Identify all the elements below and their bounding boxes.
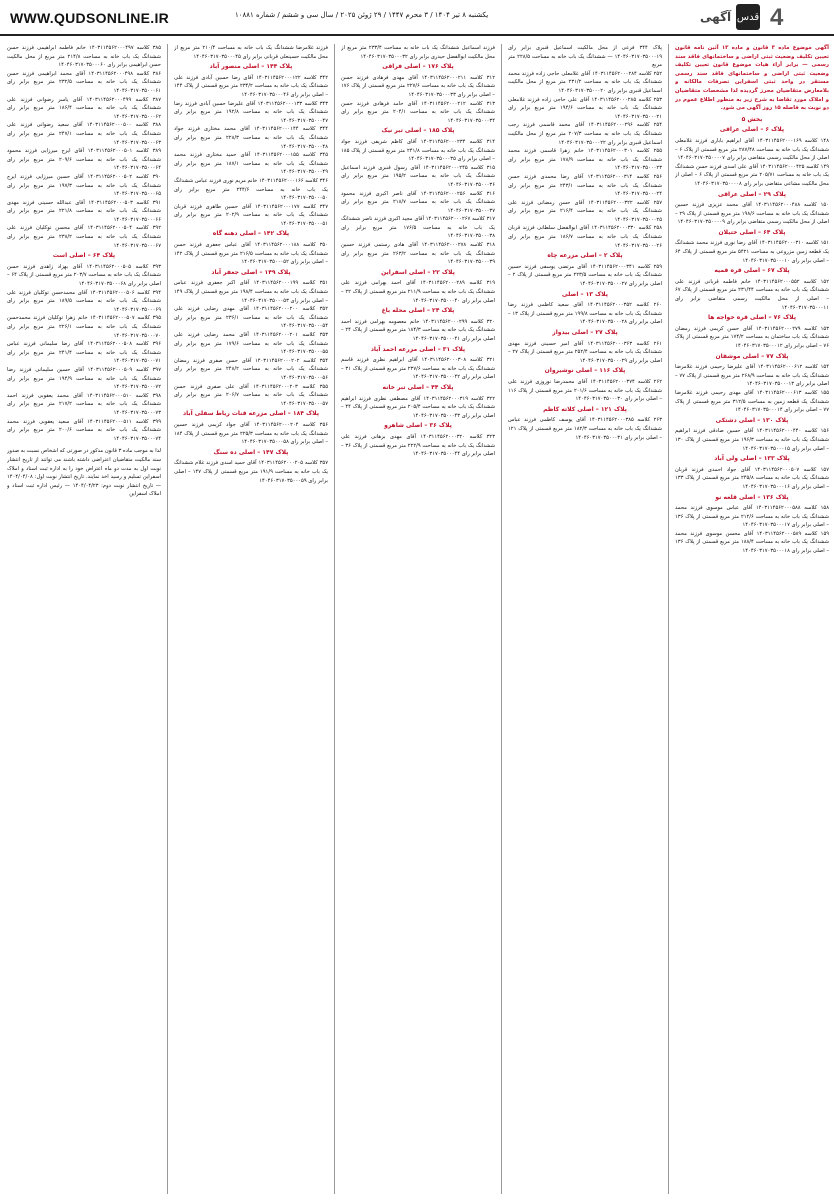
- notice-item: ۳۱۲ کلاسه ۱۴۰۳۱۱۴۵۶۲۰۰۰۲۱۱ آقای مهدی فرهادی فرزند حسن ششدانگ یک باب خانه به مساحت ۲۲۷/۶ متر مربع قسمتی از پلاک ۱۷۶ – اصلی برابر رای ۱۴۰۴۶۰۳۱۷۰۳۵۰۰۰۳۳: [341, 74, 495, 98]
- notice-item: ۲۵۸ کلاسه ۱۴۰۳۱۱۴۵۶۲۰۰۰۳۳۰ آقای ابوالفضل سلطانی فرزند قربان ششدانگ یک باب خانه به مساحت ۱۸۶/۷ متر مربع برابر رای ۱۴۰۴۶۰۳۱۷۰۳۵۰۰۰۲۶: [508, 225, 662, 249]
- plot-heading: پلاک ۱۴۴ – اصلی منصور آباد: [209, 63, 293, 71]
- notice-item: ۳۵۴ کلاسه ۱۴۰۳۱۱۴۵۶۲۰۰۰۲۰۲ آقای حسن صفری فرزند رمضان ششدانگ یک باب خانه به مساحت ۲۴۸/۲ متر مربع برابر رای ۱۴۰۴۶۰۳۱۷۰۳۵۰۰۰۵۶: [174, 357, 328, 381]
- column-3: [341, 44, 495, 1194]
- plot-heading: پلاک ۴۴ – اصلی تبر خانه: [382, 383, 454, 391]
- plot-heading: پلاک ۲۴ – اصلی محله باغ: [381, 307, 455, 315]
- plot-heading: پلاک ۲ – اصلی مزرعه چاه: [547, 252, 623, 260]
- plot-heading: پلاک ۱۴۹ – اصلی جعفر آباد: [211, 268, 291, 276]
- plot-heading: پلاک ۳۶ – اصلی شاهرو: [384, 422, 452, 430]
- notice-item: ۱۵۵ کلاسه ۱۴۰۳۱۱۴۵۶۲۰۰۰۶۱۳ آقای مهدی رحیمی فرزند غلامرضا ششدانگ یک قطعه زمین به مساحت ۳۱۲/۵ متر مربع قسمتی از پلاک ۷۷ – اصلی برابر رای ۱۴۰۴۶۰۳۱۷۰۳۵۰۰۰۱۴: [675, 389, 829, 414]
- notice-item: ۳۹۵ کلاسه ۱۴۰۳۱۱۴۵۶۲۰۰۰۵۰۷ خانم زهرا توکلیان فرزند محمدحسن ششدانگ یک باب خانه به مساحت ۲۲۶/۱ متر مربع برابر رای ۱۴۰۴۶۰۳۱۷۰۳۵۰۰۰۷۰: [7, 315, 161, 339]
- page-number: 4: [770, 4, 784, 31]
- notice-item: ۳۴۵ کلاسه ۱۴۰۳۱۱۴۵۶۲۰۰۰۱۵۵ آقای حمید مختاری فرزند محمد ششدانگ یک باب خانه به مساحت ۱۸۷/۱ متر مربع برابر رای ۱۴۰۴۶۰۳۱۷۰۳۵۰۰۰۴۹: [174, 152, 328, 176]
- notice-closing: لذا به موجب ماده ۳ قانون مذکور در صورتی که اشخاص نسبت به صدور سند مالکیت متقاضیان اعتراضی داشته باشند می توانند از تاریخ انتشار نوبت اول به مدت دو ماه اعتراض خود را به اداره ثبت اسناد و املاک اسفراین تسلیم و رسید اخذ نمایند. تاریخ انتشار نوبت اول: ۱۴۰۴/۰۴/۰۸ — تاریخ انتشار نوبت دوم: ۱۴۰۴/۰۴/۲۳ — رئیس اداره ثبت اسناد و املاک اسفراین: [7, 448, 161, 498]
- column-1: [675, 44, 829, 1194]
- notice-item: ۱۵۸ کلاسه ۱۴۰۳۱۱۴۵۶۲۰۰۰۵۸۸ آقای عباس موسوی فرزند محمد ششدانگ یک باب خانه به مساحت ۲۱۲/۶ متر مربع قسمتی از پلاک ۱۳۶ – اصلی برابر رای ۱۴۰۴۶۰۳۱۷۰۳۵۰۰۰۱۷: [675, 505, 829, 529]
- plot-heading: پلاک ۱۱۶ – اصلی نوشیروان: [544, 367, 626, 375]
- column-divider: [334, 44, 335, 1194]
- plot-heading: پلاک ۱۳۰ – اصلی دشتکی: [715, 416, 789, 424]
- notice-item: ۳۱۵ کلاسه ۱۴۰۳۱۱۴۵۶۲۰۰۰۲۴۵ آقای رسول قنبری فرزند اسماعیل ششدانگ یک باب خانه به مساحت ۱۹۵/۲ متر مربع برابر رای ۱۴۰۴۶۰۳۱۷۰۳۵۰۰۰۳۶: [341, 164, 495, 188]
- page-header: [0, 0, 834, 36]
- plot-heading: پلاک ۱۸۴ – اصلی مزرعه قنات ریاط سفلی آباد: [183, 410, 319, 418]
- notice-item: ۳۹۳ کلاسه ۱۴۰۳۱۱۴۵۶۲۰۰۰۵۰۵ آقای بهزاد زاهدی فرزند حسن ششدانگ یک باب خانه به مساحت ۲۰۳/۷ متر مربع قسمتی از پلاک ۶۴ – اصلی برابر رای ۱۴۰۴۶۰۳۱۷۰۳۵۰۰۰۶۸: [7, 263, 161, 288]
- notice-item: ۱۵۱ کلاسه ۱۴۰۳۱۱۴۵۶۲۰۰۰۳۱۰ آقای رضا نوری فرزند محمد ششدانگ یک قطعه زمین مزروعی به مساحت ۵۴۲۱ متر مربع قسمتی از پلاک ۶۴ – اصلی برابر رای ۱۴۰۴۶۰۳۱۷۰۳۵۰۰۰۱۰: [675, 240, 829, 264]
- notice-item: ۳۲۲ کلاسه ۱۴۰۳۱۱۴۵۶۲۰۰۰۳۱۹ آقای مصطفی نظری فرزند ابراهیم ششدانگ یک باب خانه به مساحت ۲۰۵/۴ متر مربع قسمتی از پلاک ۴۴ – اصلی برابر رای ۱۴۰۴۶۰۳۱۷۰۳۵۰۰۰۴۳: [341, 395, 495, 419]
- notice-item: ۳۹۸ کلاسه ۱۴۰۳۱۱۴۵۶۲۰۰۰۵۱۰ آقای محمد یعقوبی فرزند احمد ششدانگ یک باب خانه به مساحت ۲۱۷/۲ متر مربع برابر رای ۱۴۰۴۶۰۳۱۷۰۳۵۰۰۰۷۳: [7, 392, 161, 416]
- notice-item: ۳۱۹ کلاسه ۱۴۰۳۱۱۴۵۶۲۰۰۰۲۸۹ آقای احمد بهرامی فرزند علی ششدانگ یک باب خانه به مساحت ۲۱۱/۹ متر مربع قسمتی از پلاک ۲۲ – اصلی برابر رای ۱۴۰۴۶۰۳۱۷۰۳۵۰۰۰۴۰: [341, 280, 495, 304]
- notice-item: ۳۱۸ کلاسه ۱۴۰۳۱۱۴۵۶۲۰۰۰۲۷۸ آقای هادی رستمی فرزند حسین ششدانگ یک باب خانه به مساحت ۲۶۳/۲ متر مربع برابر رای ۱۴۰۴۶۰۳۱۷۰۳۵۰۰۰۳۹: [341, 242, 495, 266]
- notice-item: ۲۶۱ کلاسه ۱۴۰۳۱۱۴۵۶۲۰۰۰۳۶۳ آقای امیر حسینی فرزند مهدی ششدانگ یک باب خانه به مساحت ۲۵۲/۴ متر مربع قسمتی از پلاک ۲۷ – اصلی برابر رای ۱۴۰۴۶۰۳۱۷۰۳۵۰۰۰۲۹: [508, 340, 662, 364]
- plot-heading: پلاک ۱۳ – اصلی: [562, 290, 608, 298]
- plot-heading: پلاک ۱۴۷ – اصلی ده سنگ: [213, 448, 289, 456]
- notice-item: ۲۵۷ کلاسه ۱۴۰۳۱۱۴۵۶۲۰۰۰۳۲۲ آقای حسن رمضانی فرزند علی ششدانگ یک باب خانه به مساحت ۲۱۶/۴ متر مربع برابر رای ۱۴۰۴۶۰۳۱۷۰۳۵۰۰۰۲۵: [508, 199, 662, 223]
- notice-item: ۲۵۵ کلاسه ۱۴۰۳۱۱۴۵۶۲۰۰۰۳۰۱ خانم زهرا قاسمی فرزند محمد ششدانگ یک باب خانه به مساحت ۱۷۸/۹ متر مربع برابر رای ۱۴۰۴۶۰۳۱۷۰۳۵۰۰۰۲۳: [508, 148, 662, 172]
- column-4: [174, 44, 328, 1194]
- plot-heading: پلاک ۱۷۶ – اصلی فراقی: [382, 63, 454, 71]
- notice-item: ۳۴۳ کلاسه ۱۴۰۳۱۱۴۵۶۲۰۰۰۱۳۳ آقای علیرضا حسین آبادی فرزند رضا ششدانگ یک باب خانه به مساحت ۱۹۲/۸ متر مربع برابر رای ۱۴۰۴۶۰۳۱۷۰۳۵۰۰۰۴۷: [174, 100, 328, 124]
- notice-item: ۳۹۱ کلاسه ۱۴۰۳۱۱۴۵۶۲۰۰۰۵۰۳ آقای عبدالله حسینی فرزند مهدی ششدانگ یک باب خانه به مساحت ۲۲۱/۸ متر مربع برابر رای ۱۴۰۴۶۰۳۱۷۰۳۵۰۰۰۶۶: [7, 199, 161, 223]
- notice-item: ۳۴۴ کلاسه ۱۴۰۳۱۱۴۵۶۲۰۰۰۱۴۴ آقای محمد مختاری فرزند جواد ششدانگ یک باب خانه به مساحت ۲۲۸/۳ متر مربع برابر رای ۱۴۰۴۶۰۳۱۷۰۳۵۰۰۰۴۸: [174, 126, 328, 150]
- plot-heading: پلاک ۱۲۱ – اصلی کلاته کاظم: [543, 405, 627, 413]
- notice-item: ۳۵۱ کلاسه ۱۴۰۳۱۱۴۵۶۲۰۰۰۱۹۹ آقای اکبر جعفری فرزند عباس ششدانگ یک باب خانه به مساحت ۱۹۸/۴ متر مربع قسمتی از پلاک ۱۴۹ – اصلی برابر رای ۱۴۰۴۶۰۳۱۷۰۳۵۰۰۰۵۳: [174, 280, 328, 304]
- notice-item: ۲۶۳ کلاسه ۱۴۰۳۱۱۴۵۶۲۰۰۰۳۸۵ آقای یوسف کاظمی فرزند عباس ششدانگ یک باب خانه به مساحت ۱۸۲/۳ متر مربع قسمتی از پلاک ۱۲۱ – اصلی برابر رای ۱۴۰۴۶۰۳۱۷۰۳۵۰۰۰۳۱: [508, 417, 662, 441]
- plot-heading: پلاک ۷۷ – اصلی موشقان: [715, 352, 789, 360]
- notice-item: ۱۵۷ کلاسه ۱۴۰۳۱۱۴۵۶۲۰۰۰۵۰۷ آقای جواد احمدی فرزند قربان ششدانگ یک باب خانه به مساحت ۲۴۵/۸ متر مربع قسمتی از پلاک ۱۳۳ – اصلی برابر رای ۱۴۰۴۶۰۳۱۷۰۳۵۰۰۰۱۶: [675, 466, 829, 490]
- plot-heading: پلاک ۲۲ – اصلی اسفراین: [381, 268, 455, 276]
- notice-item: ۳۲۳ کلاسه ۱۴۰۳۱۱۴۵۶۲۰۰۰۳۲۰ آقای مهدی برهانی فرزند علی ششدانگ یک باب خانه به مساحت ۲۲۲/۹ متر مربع قسمتی از پلاک ۳۶ – اصلی برابر رای ۱۴۰۴۶۰۳۱۷۰۳۵۰۰۰۴۴: [341, 433, 495, 458]
- notice-item: ۳۸۵ کلاسه ۱۴۰۳۱۱۴۵۶۲۰۰۰۴۹۷ خانم فاطمه ابراهیمی فرزند حسن ششدانگ یک باب خانه به مساحت ۲۱۴/۸ متر مربع از محل مالکیت حسن ابراهیمی برابر رای ۱۴۰۴۶۰۳۱۷۰۳۵۰۰۰۶۰: [7, 45, 161, 69]
- notice-item: ۲۵۶ کلاسه ۱۴۰۳۱۱۴۵۶۲۰۰۰۳۱۴ آقای رضا محمدی فرزند حسن ششدانگ یک باب خانه به مساحت ۲۴۳/۱ متر مربع برابر رای ۱۴۰۴۶۰۳۱۷۰۳۵۰۰۰۲۴: [508, 173, 662, 198]
- notice-item: ۱۵۳ کلاسه ۱۴۰۳۱۱۴۵۶۲۰۰۰۲۷۹ آقای حسن کریمی فرزند رمضان ششدانگ یک باب ساختمان به مساحت ۱۷۴/۲ متر مربع قسمتی از پلاک ۷۶ – اصلی برابر رای ۱۴۰۴۶۰۳۱۷۰۳۵۰۰۰۱۲: [675, 325, 829, 349]
- section-title: آگهی: [700, 10, 732, 24]
- notice-item: ۱۴۹ کلاسه ۱۴۰۳۱۱۴۵۶۲۰۰۰۴۲۵ آقای علی اسدی فرزند حسن ششدانگ یک باب خانه به مساحت ۲۰۵/۷۱ متر مربع قسمتی از پلاک ۶ – اصلی از محل مالکیت مشاعی متقاضی برابر رای ۱۴۰۴۶۰۳۱۷۰۳۵۰۰۰۰۸: [675, 163, 829, 187]
- notice-item: ۱۴۸ کلاسه ۱۴۰۳۱۱۴۵۶۲۰۰۰۱۶۹ آقای ابراهیم باباری فرزند غلامعلی ششدانگ یک باب خانه به مساحت ۲۸۷/۴۸ متر مربع قسمتی از پلاک ۶ – اصلی از محل مالکیت رسمی متقاضی برابر رای ۱۴۰۴۶۰۳۱۷۰۳۵۰۰۰۰۷: [675, 137, 829, 162]
- notice-item: ۳۹۲ کلاسه ۱۴۰۳۱۱۴۵۶۲۰۰۰۵۰۴ آقای محسن توکلیان فرزند علی ششدانگ یک باب خانه به مساحت ۲۳۸/۲ متر مربع برابر رای ۱۴۰۴۶۰۳۱۷۰۳۵۰۰۰۶۷: [7, 225, 161, 249]
- notice-item: ۱۵۶ کلاسه ۱۴۰۳۱۱۴۵۶۲۰۰۰۴۴۰ آقای حسین صادقی فرزند ابراهیم ششدانگ یک باب خانه به مساحت ۱۹۶/۳ متر مربع قسمتی از پلاک ۱۳۰ – اصلی برابر رای ۱۴۰۴۶۰۳۱۷۰۳۵۰۰۰۱۵: [675, 428, 829, 452]
- notice-item: ۲۶۲ کلاسه ۱۴۰۳۱۱۴۵۶۲۰۰۰۳۷۴ آقای محمدرضا نوروزی فرزند علی ششدانگ یک باب خانه به مساحت ۲۰۱/۶ متر مربع قسمتی از پلاک ۱۱۶ – اصلی برابر رای ۱۴۰۴۶۰۳۱۷۰۳۵۰۰۰۳۰: [508, 378, 662, 403]
- plot-heading: پلاک ۱۳۶ – اصلی قلعه نو: [715, 493, 789, 501]
- notice-item: ۳۹۴ کلاسه ۱۴۰۳۱۱۴۵۶۲۰۰۰۵۰۶ آقای محمدحسن توکلیان فرزند علی ششدانگ یک باب خانه به مساحت ۱۸۹/۵ متر مربع برابر رای ۱۴۰۴۶۰۳۱۷۰۳۵۰۰۰۶۹: [7, 289, 161, 313]
- notice-item: ۱۵۹ کلاسه ۱۴۰۳۱۱۴۵۶۲۰۰۰۵۸۹ آقای محسن موسوی فرزند محمد ششدانگ یک باب خانه به مساحت ۱۸۸/۴ متر مربع قسمتی از پلاک ۱۳۶ – اصلی برابر رای ۱۴۰۴۶۰۳۱۷۰۳۵۰۰۰۱۸: [675, 530, 829, 555]
- notice-item: ۳۸۸ کلاسه ۱۴۰۳۱۱۴۵۶۲۰۰۰۵۰۰ آقای سعید رضوانی فرزند علی ششدانگ یک باب خانه به مساحت ۲۴۷/۱ متر مربع برابر رای ۱۴۰۴۶۰۳۱۷۰۳۵۰۰۰۶۳: [7, 122, 161, 146]
- notice-item: ۳۵۶ کلاسه ۱۴۰۳۱۱۴۵۶۲۰۰۰۲۰۴ آقای جواد کریمی فرزند حسین ششدانگ یک باب خانه به مساحت ۲۲۵/۳ متر مربع قسمتی از پلاک ۱۸۴ – اصلی برابر رای ۱۴۰۴۶۰۳۱۷۰۳۵۰۰۰۵۸: [174, 421, 328, 446]
- plot-heading: پلاک ۶ – اصلی عراقی: [719, 126, 785, 134]
- notice-item: فرزند غلامرضا ششدانگ یک باب خانه به مساحت ۲۱۰/۴ متر مربع از محل مالکیت حسینعلی قربانی برابر رای ۱۴۰۴۶۰۳۱۷۰۳۵۰۰۰۴۵: [174, 45, 328, 60]
- plot-heading: پلاک ۶۴ – اصلی ختیلان: [718, 228, 786, 236]
- notice-item: ۳۱۷ کلاسه ۱۴۰۳۱۱۴۵۶۲۰۰۰۲۶۷ آقای مجید اکبری فرزند ناصر ششدانگ یک باب خانه به مساحت ۱۷۶/۵ متر مربع برابر رای ۱۴۰۴۶۰۳۱۷۰۳۵۰۰۰۳۸: [341, 216, 495, 240]
- notice-item: ۲۵۲ کلاسه ۱۴۰۳۱۱۴۵۶۲۰۰۰۲۸۴ آقای غلامعلی حاجی زاده فرزند محمد ششدانگ یک باب خانه به مساحت ۲۳۱/۲ متر مربع از محل مالکیت اسماعیل قنبری برابر رای ۱۴۰۴۶۰۳۱۷۰۳۵۰۰۰۲۰: [508, 70, 662, 94]
- plot-heading: پلاک ۲۹ – اصلی عراقی: [718, 190, 786, 198]
- notice-item: ۳۲۱ کلاسه ۱۴۰۳۱۱۴۵۶۲۰۰۰۳۰۸ آقای ابراهیم نظری فرزند قاسم ششدانگ یک باب خانه به مساحت ۲۳۷/۶ متر مربع قسمتی از پلاک ۳۱ – اصلی برابر رای ۱۴۰۴۶۰۳۱۷۰۳۵۰۰۰۴۲: [341, 357, 495, 381]
- notice-columns: [5, 44, 829, 1194]
- notice-item: ۳۵۰ کلاسه ۱۴۰۳۱۱۴۵۶۲۰۰۰۱۸۸ آقای عباس جعفری فرزند حسن ششدانگ یک باب خانه به مساحت ۲۱۶/۵ متر مربع قسمتی از پلاک ۱۴۲ – اصلی برابر رای ۱۴۰۴۶۰۳۱۷۰۳۵۰۰۰۵۲: [174, 242, 328, 266]
- notice-item: فرزند اسماعیل ششدانگ یک باب خانه به مساحت ۲۳۳/۴ متر مربع از محل مالکیت ابوالفضل حیدری برابر رای ۱۴۰۴۶۰۳۱۷۰۳۵۰۰۰۳۲: [341, 45, 495, 60]
- site-url[interactable]: WWW.QUDSONLINE.IR: [10, 10, 170, 26]
- newspaper-logo: قدس: [736, 4, 760, 30]
- column-2: [508, 44, 662, 1194]
- notice-item: ۳۲۰ کلاسه ۱۴۰۳۱۱۴۵۶۲۰۰۰۲۹۹ خانم معصومه بهرامی فرزند احمد ششدانگ یک باب خانه به مساحت ۱۸۴/۳ متر مربع قسمتی از پلاک ۲۴ – اصلی برابر رای ۱۴۰۴۶۰۳۱۷۰۳۵۰۰۰۴۱: [341, 318, 495, 342]
- notice-item: ۱۵۲ کلاسه ۱۴۰۳۱۱۴۵۶۲۰۰۰۵۵۲ خانم فاطمه قربانی فرزند علی ششدانگ یک باب خانه به مساحت ۲۳۱/۴۴ متر مربع قسمتی از پلاک ۶۷ – اصلی از محل مالکیت رسمی متقاضی برابر رای ۱۴۰۴۶۰۳۱۷۰۳۵۰۰۰۱۱: [675, 278, 829, 311]
- notice-item: ۳۸۹ کلاسه ۱۴۰۳۱۱۴۵۶۲۰۰۰۵۰۱ آقای ایرج میرزایی فرزند محمود ششدانگ یک باب خانه به مساحت ۲۰۹/۶ متر مربع برابر رای ۱۴۰۴۶۰۳۱۷۰۳۵۰۰۰۶۴: [7, 148, 161, 172]
- plot-heading: پلاک ۷۶ – اصلی قره خواجه ها: [708, 314, 796, 322]
- notice-item: ۳۵۲ کلاسه ۱۴۰۳۱۱۴۵۶۲۰۰۰۲۰۰ آقای مهدی رضایی فرزند علی ششدانگ یک باب خانه به مساحت ۲۳۶/۱ متر مربع برابر رای ۱۴۰۴۶۰۳۱۷۰۳۵۰۰۰۵۴: [174, 306, 328, 330]
- notice-item: ۳۹۶ کلاسه ۱۴۰۳۱۱۴۵۶۲۰۰۰۵۰۸ آقای رضا سلیمانی فرزند عباس ششدانگ یک باب خانه به مساحت ۲۴۱/۴ متر مربع برابر رای ۱۴۰۴۶۰۳۱۷۰۳۵۰۰۰۷۱: [7, 341, 161, 365]
- column-divider: [167, 44, 168, 1194]
- notice-item: ۲۶۰ کلاسه ۱۴۰۳۱۱۴۵۶۲۰۰۰۳۵۲ آقای سعید کاظمی فرزند رضا ششدانگ یک باب خانه به مساحت ۱۹۹/۸ متر مربع قسمتی از پلاک ۱۳ – اصلی برابر رای ۱۴۰۴۶۰۳۱۷۰۳۵۰۰۰۲۸: [508, 302, 662, 326]
- notice-item: ۳۵۷ کلاسه ۱۴۰۳۱۱۴۵۶۲۰۰۰۲۰۵ آقای حمید اسدی فرزند غلام ششدانگ یک باب خانه به مساحت ۱۹۱/۹ متر مربع قسمتی از پلاک ۱۴۷ – اصلی برابر رای ۱۴۰۴۶۰۳۱۷۰۳۵۰۰۰۵۹: [174, 460, 328, 484]
- plot-heading: پلاک ۱۳۳ – اصلی ولی آباد: [714, 455, 790, 463]
- column-divider: [668, 44, 669, 1194]
- notice-item: ۳۴۲ کلاسه ۱۴۰۳۱۱۴۵۶۲۰۰۰۱۲۲ آقای رضا حسین آبادی فرزند علی ششدانگ یک باب خانه به مساحت ۲۳۴/۲ متر مربع قسمتی از پلاک ۱۴۴ – اصلی برابر رای ۱۴۰۴۶۰۳۱۷۰۳۵۰۰۰۴۶: [174, 74, 328, 98]
- notice-item: ۳۴۷ کلاسه ۱۴۰۳۱۱۴۵۶۲۰۰۰۱۷۷ آقای حسین طاهری فرزند قربان ششدانگ یک باب خانه به مساحت ۲۰۲/۹ متر مربع برابر رای ۱۴۰۴۶۰۳۱۷۰۳۵۰۰۰۵۱: [174, 203, 328, 227]
- notice-item: ۳۹۰ کلاسه ۱۴۰۳۱۱۴۵۶۲۰۰۰۵۰۲ آقای حسین میرزایی فرزند ایرج ششدانگ یک باب خانه به مساحت ۱۹۷/۳ متر مربع برابر رای ۱۴۰۴۶۰۳۱۷۰۳۵۰۰۰۶۵: [7, 173, 161, 198]
- notice-item: ۲۵۴ کلاسه ۱۴۰۳۱۱۴۵۶۲۰۰۰۲۹۶ آقای محمد قاسمی فرزند رجب ششدانگ یک باب خانه به مساحت ۲۰۷/۳ متر مربع از محل مالکیت اسماعیل قنبری برابر رای ۱۴۰۴۶۰۳۱۷۰۳۵۰۰۰۲۲: [508, 122, 662, 146]
- notice-item: ۳۵۵ کلاسه ۱۴۰۳۱۱۴۵۶۲۰۰۰۲۰۳ آقای علی صفری فرزند حسن ششدانگ یک باب خانه به مساحت ۲۰۶/۷ متر مربع برابر رای ۱۴۰۴۶۰۳۱۷۰۳۵۰۰۰۵۷: [174, 383, 328, 407]
- notice-item: ۳۹۹ کلاسه ۱۴۰۳۱۱۴۵۶۲۰۰۰۵۱۱ آقای سعید یعقوبی فرزند محمد ششدانگ یک باب خانه به مساحت ۲۰۰/۶ متر مربع برابر رای ۱۴۰۴۶۰۳۱۷۰۳۵۰۰۰۷۴: [7, 418, 161, 442]
- notice-item: ۳۱۴ کلاسه ۱۴۰۳۱۱۴۵۶۲۰۰۰۲۳۴ آقای کاظم شریفی فرزند جواد ششدانگ یک باب خانه به مساحت ۲۴۱/۸ متر مربع قسمتی از پلاک ۱۸۵ – اصلی برابر رای ۱۴۰۴۶۰۳۱۷۰۳۵۰۰۰۳۵: [341, 138, 495, 163]
- notice-item: ۲۵۳ کلاسه ۱۴۰۳۱۱۴۵۶۲۰۰۰۲۸۵ آقای علی حاجی زاده فرزند غلامعلی ششدانگ یک باب خانه به مساحت ۱۹۴/۶ متر مربع برابر رای ۱۴۰۴۶۰۳۱۷۰۳۵۰۰۰۲۱: [508, 96, 662, 120]
- notice-item: ۱۵۴ کلاسه ۱۴۰۳۱۱۴۵۶۲۰۰۰۶۱۲ آقای علیرضا رحیمی فرزند غلامرضا ششدانگ یک باب خانه به مساحت ۲۶۸/۹ متر مربع قسمتی از پلاک ۷۷ – اصلی برابر رای ۱۴۰۴۶۰۳۱۷۰۳۵۰۰۰۱۳: [675, 364, 829, 388]
- notice-item: ۳۱۶ کلاسه ۱۴۰۳۱۱۴۵۶۲۰۰۰۲۵۶ آقای ناصر اکبری فرزند محمود ششدانگ یک باب خانه به مساحت ۲۱۸/۷ متر مربع برابر رای ۱۴۰۴۶۰۳۱۷۰۳۵۰۰۰۳۷: [341, 190, 495, 214]
- issue-date-line: یکشنبه ۸ تیر ۱۴۰۴ / ۳ محرم ۱۴۴۷ / ۲۹ ژوئن ۲۰۲۵ / سال سی و ششم / شماره ۱۰۸۸۱: [235, 11, 489, 19]
- plot-heading: پلاک ۱۸۵ – اصلی تبر نیک: [381, 127, 455, 135]
- plot-heading: پلاک ۶۴ – اصلی است: [52, 252, 116, 260]
- notice-intro: آگهی موضوع ماده ۳ قانون و ماده ۱۳ آئین نامه قانون تعیین تکلیف وضعیت ثبتی اراضی و ساختمانهای فاقد سند رسمی — برابر آراء هیات موضوع قانون تعیین تکلیف وضعیت ثبتی اراضی و ساختمانهای فاقد سند رسمی مستقر در واحد ثبتی اسفراین تصرفات مالکانه و بلامعارض متقاضیان محرز گردیده لذا مشخصات متقاضیان و املاک مورد تقاضا به شرح زیر به منظور اطلاع عموم در دو نوبت به فاصله ۱۵ روز آگهی می شود.: [675, 45, 829, 112]
- notice-item: پلاک ۳۴۴ فرعی از محل مالکیت اسماعیل قنبری برابر رای ۱۴۰۴۶۰۳۱۷۰۳۵۰۰۰۱۹ — ششدانگ یک باب خانه به مساحت ۲۲۸/۵ متر مربع: [508, 45, 662, 69]
- notice-item: ۳۱۳ کلاسه ۱۴۰۳۱۱۴۵۶۲۰۰۰۲۱۲ آقای حامد فرهادی فرزند حسن ششدانگ یک باب خانه به مساحت ۲۰۴/۱ متر مربع برابر رای ۱۴۰۴۶۰۳۱۷۰۳۵۰۰۰۳۴: [341, 100, 495, 124]
- notice-item: ۳۹۷ کلاسه ۱۴۰۳۱۱۴۵۶۲۰۰۰۵۰۹ آقای حسین سلیمانی فرزند رضا ششدانگ یک باب خانه به مساحت ۱۹۴/۹ متر مربع برابر رای ۱۴۰۴۶۰۳۱۷۰۳۵۰۰۰۷۲: [7, 366, 161, 391]
- plot-heading: پلاک ۲۷ – اصلی بیدواز: [552, 329, 618, 336]
- notice-item: ۳۸۶ کلاسه ۱۴۰۳۱۱۴۵۶۲۰۰۰۴۹۸ آقای محمد ابراهیمی فرزند حسن ششدانگ یک باب خانه به مساحت ۲۳۲/۵ متر مربع برابر رای ۱۴۰۴۶۰۳۱۷۰۳۵۰۰۰۶۱: [7, 70, 161, 94]
- column-divider: [501, 44, 502, 1194]
- notice-item: ۳۵۳ کلاسه ۱۴۰۳۱۱۴۵۶۲۰۰۰۲۰۱ آقای محمد رضایی فرزند علی ششدانگ یک باب خانه به مساحت ۱۷۹/۶ متر مربع برابر رای ۱۴۰۴۶۰۳۱۷۰۳۵۰۰۰۵۵: [174, 332, 328, 356]
- plot-heading: پلاک ۳۱ – اصلی مزرعه احمد آباد: [370, 345, 466, 353]
- plot-heading: بخش ۵: [741, 115, 763, 123]
- column-5: [7, 44, 161, 1194]
- notice-item: ۳۴۶ کلاسه ۱۴۰۳۱۱۴۵۶۲۰۰۰۱۶۶ خانم مریم نوری فرزند عباس ششدانگ یک باب خانه به مساحت ۲۴۴/۶ متر مربع برابر رای ۱۴۰۴۶۰۳۱۷۰۳۵۰۰۰۵۰: [174, 177, 328, 202]
- plot-heading: پلاک ۱۴۲ – اصلی دهنه گاه: [212, 230, 290, 238]
- notice-item: ۳۸۷ کلاسه ۱۴۰۳۱۱۴۵۶۲۰۰۰۴۹۹ آقای یاسر رضوانی فرزند علی ششدانگ یک باب خانه به مساحت ۱۸۶/۴ متر مربع برابر رای ۱۴۰۴۶۰۳۱۷۰۳۵۰۰۰۶۲: [7, 96, 161, 120]
- notice-item: ۲۵۹ کلاسه ۱۴۰۳۱۱۴۵۶۲۰۰۰۳۴۱ آقای مرتضی یوسفی فرزند حسین ششدانگ یک باب خانه به مساحت ۲۲۳/۵ متر مربع قسمتی از پلاک ۲ – اصلی برابر رای ۱۴۰۴۶۰۳۱۷۰۳۵۰۰۰۲۷: [508, 263, 662, 288]
- plot-heading: پلاک ۶۷ – اصلی قره قمیه: [714, 267, 790, 275]
- notice-item: ۱۵۰ کلاسه ۱۴۰۳۱۱۴۵۶۲۰۰۰۴۸۸ آقای محمد عزیزی فرزند حسین ششدانگ یک باب خانه به مساحت ۱۹۸/۶ متر مربع قسمتی از پلاک ۲۹ – اصلی از محل مالکیت رسمی متقاضی برابر رای ۱۴۰۴۶۰۳۱۷۰۳۵۰۰۰۰۹: [675, 202, 829, 226]
